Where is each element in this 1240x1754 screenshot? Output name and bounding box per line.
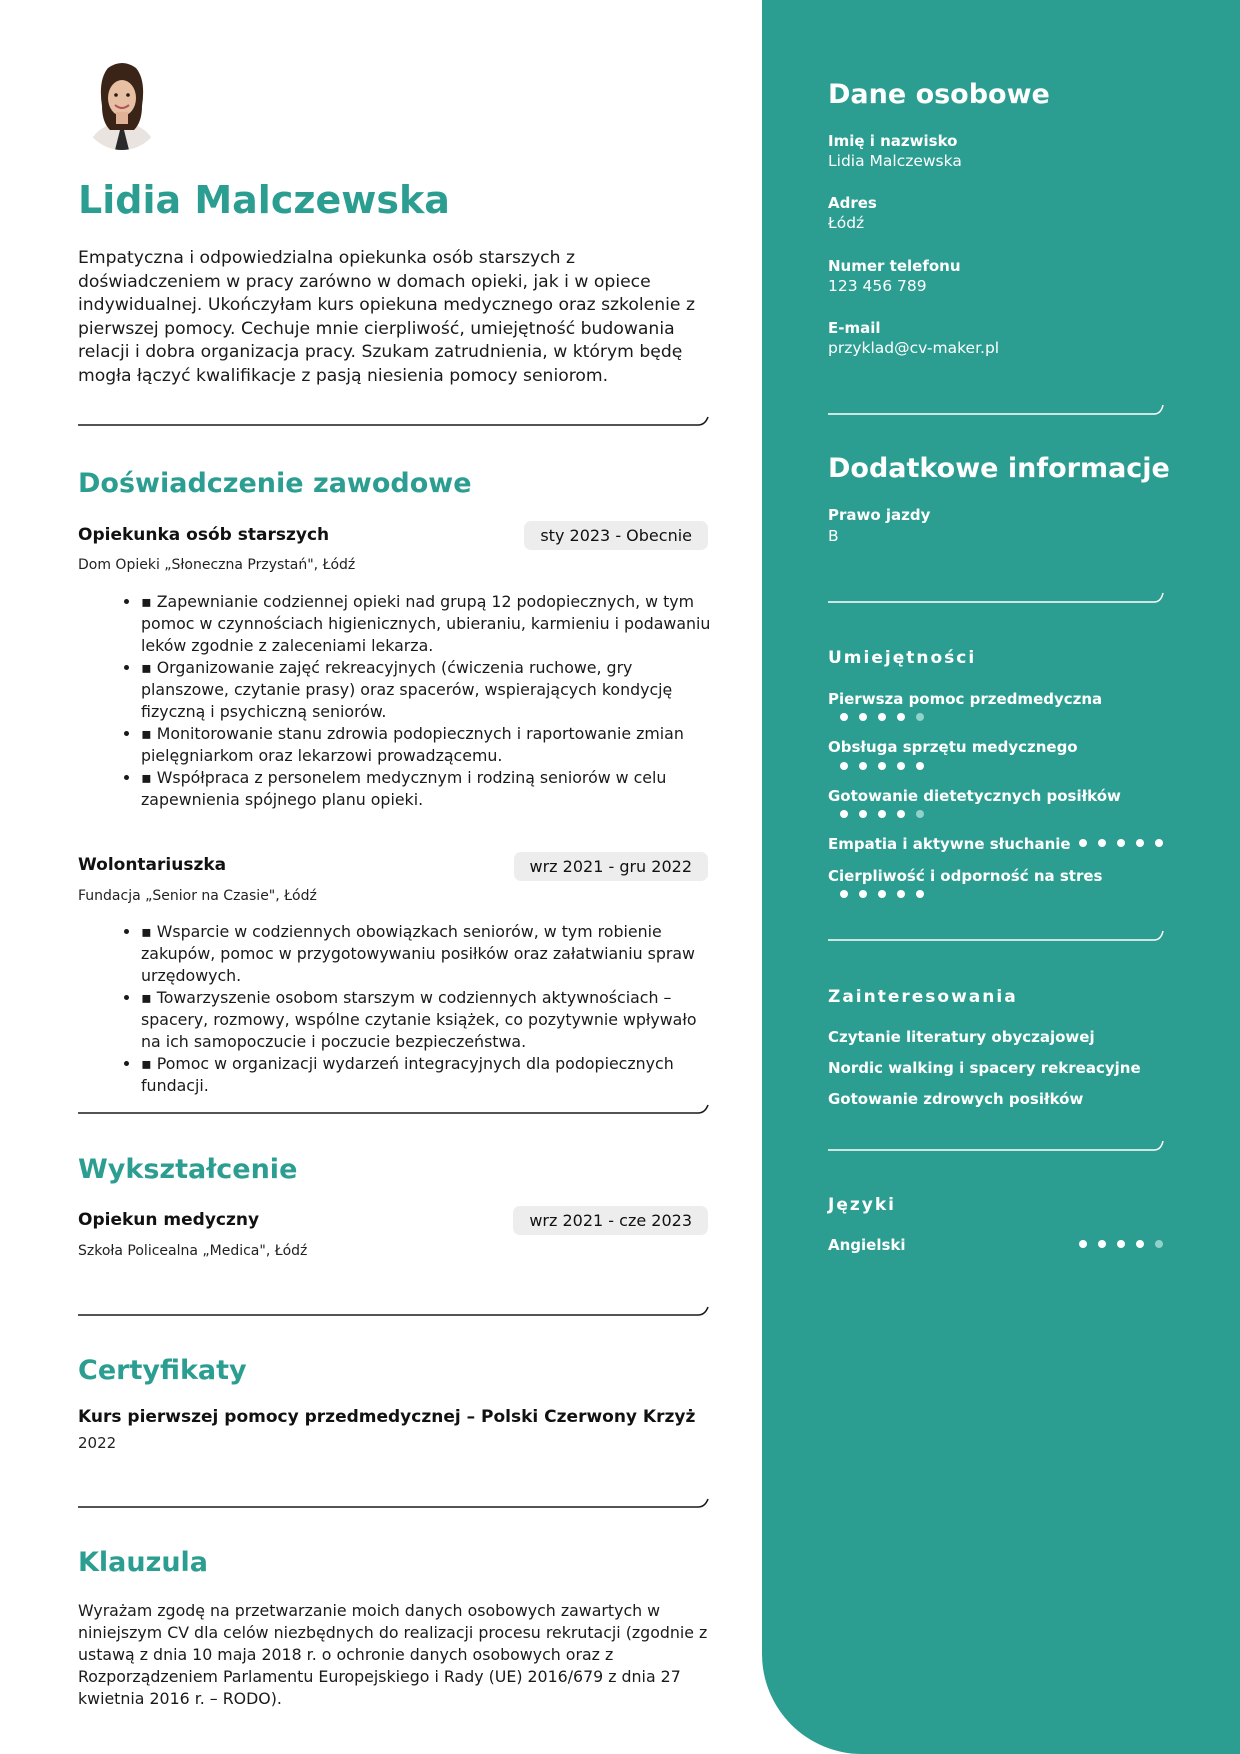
rating-dot-filled bbox=[897, 713, 905, 721]
skills-heading: Umiejętności bbox=[828, 648, 977, 668]
skill-rating bbox=[840, 713, 935, 721]
certificates-heading: Certyfikaty bbox=[78, 1355, 247, 1386]
skill-name: Gotowanie dietetycznych posiłków bbox=[828, 787, 1121, 805]
gdpr-clause-text: Wyrażam zgodę na przetwarzanie moich danych osobowych zawartych w niniejszym CV dla celów niezbędnych do realizacji procesu rekrutacji (zgodnie z ustawą z dnia 10 maja 2018 r. o ochronie danych osobowych oraz z Rozporządzeniem Parlamentu Europejskiego i Rady (UE) 2016/679 z dnia 27 kwietnia 2016 r. – RODO). bbox=[78, 1601, 708, 1708]
field-value: Łódź bbox=[828, 214, 865, 232]
education-school: Szkoła Policealna „Medica", Łódź bbox=[78, 1243, 308, 1259]
rating-dot-filled bbox=[878, 762, 886, 770]
education-title: Opiekun medyczny bbox=[78, 1210, 260, 1230]
field-value: B bbox=[828, 527, 839, 545]
section-divider bbox=[78, 1303, 710, 1317]
job-employer: Fundacja „Senior na Czasie", Łódź bbox=[78, 888, 317, 904]
rating-dot-filled bbox=[1136, 839, 1144, 847]
job-title: Wolontariuszka bbox=[78, 855, 227, 875]
skill-name: Pierwsza pomoc przedmedyczna bbox=[828, 690, 1103, 708]
rating-dot-filled bbox=[1117, 839, 1125, 847]
rating-dot-filled bbox=[878, 713, 886, 721]
rating-dot-filled bbox=[916, 890, 924, 898]
job-title: Opiekunka osób starszych bbox=[78, 525, 330, 545]
education-heading: Wykształcenie bbox=[78, 1154, 298, 1185]
avatar bbox=[82, 60, 162, 150]
certificate-title: Kurs pierwszej pomocy przedmedycznej – Polski Czerwony Krzyż bbox=[78, 1407, 696, 1427]
job-duties-list bbox=[120, 591, 711, 811]
field-label: Imię i nazwisko bbox=[828, 132, 958, 150]
rating-dot-filled bbox=[916, 762, 924, 770]
rating-dot-filled bbox=[1079, 1240, 1087, 1248]
field-label: E-mail bbox=[828, 319, 881, 337]
rating-dot-empty bbox=[1155, 1240, 1163, 1248]
rating-dot-filled bbox=[878, 890, 886, 898]
rating-dot-filled bbox=[859, 713, 867, 721]
experience-heading: Doświadczenie zawodowe bbox=[78, 468, 472, 499]
skill-name: Cierpliwość i odporność na stres bbox=[828, 867, 1103, 885]
rating-dot-filled bbox=[897, 762, 905, 770]
skill-name: Empatia i aktywne słuchanie bbox=[828, 835, 1071, 853]
rating-dot-filled bbox=[859, 762, 867, 770]
interest-item: Czytanie literatury obyczajowej bbox=[828, 1028, 1095, 1046]
rating-dot-filled bbox=[897, 890, 905, 898]
sidebar-divider bbox=[828, 400, 1164, 416]
language-rating bbox=[1079, 1240, 1174, 1248]
section-divider bbox=[78, 413, 710, 427]
interest-item: Nordic walking i spacery rekreacyjne bbox=[828, 1059, 1141, 1077]
sidebar-divider bbox=[828, 1136, 1164, 1152]
list-item: • ▪ Organizowanie zajęć rekreacyjnych (ćwiczenia ruchowe, gry planszowe, czytanie prasy) oraz spacerów, wspierających kondycję fizyczną i psychiczną seniorów. bbox=[141, 657, 711, 723]
list-item: • ▪ Współpraca z personelem medycznym i rodziną seniorów w celu zapewnienia spójnego planu opieki. bbox=[141, 767, 711, 811]
personal-data-heading: Dane osobowe bbox=[828, 79, 1050, 110]
rating-dot-filled bbox=[1098, 839, 1106, 847]
list-item: • ▪ Zapewnianie codziennej opieki nad grupą 12 podopiecznych, w tym pomoc w czynnościach higienicznych, ubieraniu, karmieniu i podawaniu leków zgodnie z zaleceniami lekarza. bbox=[141, 591, 711, 657]
job-duties-list bbox=[120, 921, 711, 1097]
rating-dot-filled bbox=[840, 810, 848, 818]
rating-dot-filled bbox=[859, 890, 867, 898]
sidebar-divider bbox=[828, 926, 1164, 942]
field-label: Adres bbox=[828, 194, 877, 212]
section-divider bbox=[78, 1495, 710, 1509]
skill-name: Obsługa sprzętu medycznego bbox=[828, 738, 1078, 756]
skill-rating bbox=[840, 810, 935, 818]
rating-dot-filled bbox=[1117, 1240, 1125, 1248]
education-dates-badge: wrz 2021 - cze 2023 bbox=[513, 1206, 708, 1235]
list-item: • ▪ Pomoc w organizacji wydarzeń integracyjnych dla podopiecznych fundacji. bbox=[141, 1053, 711, 1097]
rating-dot-filled bbox=[840, 713, 848, 721]
interests-heading: Zainteresowania bbox=[828, 987, 1018, 1007]
rating-dot-empty bbox=[916, 810, 924, 818]
rating-dot-filled bbox=[897, 810, 905, 818]
sidebar-divider bbox=[828, 588, 1164, 604]
section-divider bbox=[78, 1101, 710, 1115]
job-dates-badge: sty 2023 - Obecnie bbox=[524, 521, 708, 550]
field-label: Prawo jazdy bbox=[828, 506, 931, 524]
field-value: Lidia Malczewska bbox=[828, 152, 962, 170]
rating-dot-filled bbox=[878, 810, 886, 818]
interest-item: Gotowanie zdrowych posiłków bbox=[828, 1090, 1084, 1108]
rating-dot-empty bbox=[916, 713, 924, 721]
candidate-name: Lidia Malczewska bbox=[78, 178, 450, 222]
skill-rating bbox=[1079, 839, 1174, 847]
portrait-photo-icon bbox=[82, 60, 162, 150]
rating-dot-filled bbox=[1098, 1240, 1106, 1248]
skill-rating bbox=[840, 890, 935, 898]
languages-heading: Języki bbox=[828, 1195, 896, 1215]
field-value: przyklad@cv-maker.pl bbox=[828, 339, 1000, 357]
list-item: • ▪ Wsparcie w codziennych obowiązkach seniorów, w tym robienie zakupów, pomoc w przygotowywaniu posiłków oraz załatwianiu spraw urzędowych. bbox=[141, 921, 711, 987]
list-item: • ▪ Towarzyszenie osobom starszym w codziennych aktywnościach – spacery, rozmowy, wspólne czytanie książek, co pozytywnie wpływało na ich samopoczucie i poczucie bezpieczeństwa. bbox=[141, 987, 711, 1053]
rating-dot-filled bbox=[840, 890, 848, 898]
job-dates-badge: wrz 2021 - gru 2022 bbox=[514, 852, 709, 881]
rating-dot-filled bbox=[1079, 839, 1087, 847]
skill-rating bbox=[840, 762, 935, 770]
field-value: 123 456 789 bbox=[828, 277, 927, 295]
list-item: • ▪ Monitorowanie stanu zdrowia podopiecznych i raportowanie zmian pielęgniarkom oraz lekarzowi prowadzącemu. bbox=[141, 723, 711, 767]
job-employer: Dom Opieki „Słoneczna Przystań", Łódź bbox=[78, 557, 356, 573]
rating-dot-filled bbox=[1136, 1240, 1144, 1248]
rating-dot-filled bbox=[840, 762, 848, 770]
profile-summary: Empatyczna i odpowiedzialna opiekunka osób starszych z doświadczeniem w pracy zarówno w domach opieki, jak i w opiece indywidualnej. Ukończyłam kurs opiekuna medycznego oraz szkolenie z pierwszej pomocy. Cechuje mnie cierpliwość, umiejętność budowania relacji i dobra organizacja pracy. Szukam zatrudnienia, w którym będę mogła łączyć kwalifikacje z pasją niesienia pomocy seniorom. bbox=[78, 248, 695, 386]
certificate-year: 2022 bbox=[78, 1434, 117, 1452]
rating-dot-filled bbox=[1155, 839, 1163, 847]
additional-info-heading: Dodatkowe informacje bbox=[828, 453, 1170, 484]
language-name: Angielski bbox=[828, 1236, 906, 1254]
clause-heading: Klauzula bbox=[78, 1547, 209, 1578]
field-label: Numer telefonu bbox=[828, 257, 961, 275]
rating-dot-filled bbox=[859, 810, 867, 818]
